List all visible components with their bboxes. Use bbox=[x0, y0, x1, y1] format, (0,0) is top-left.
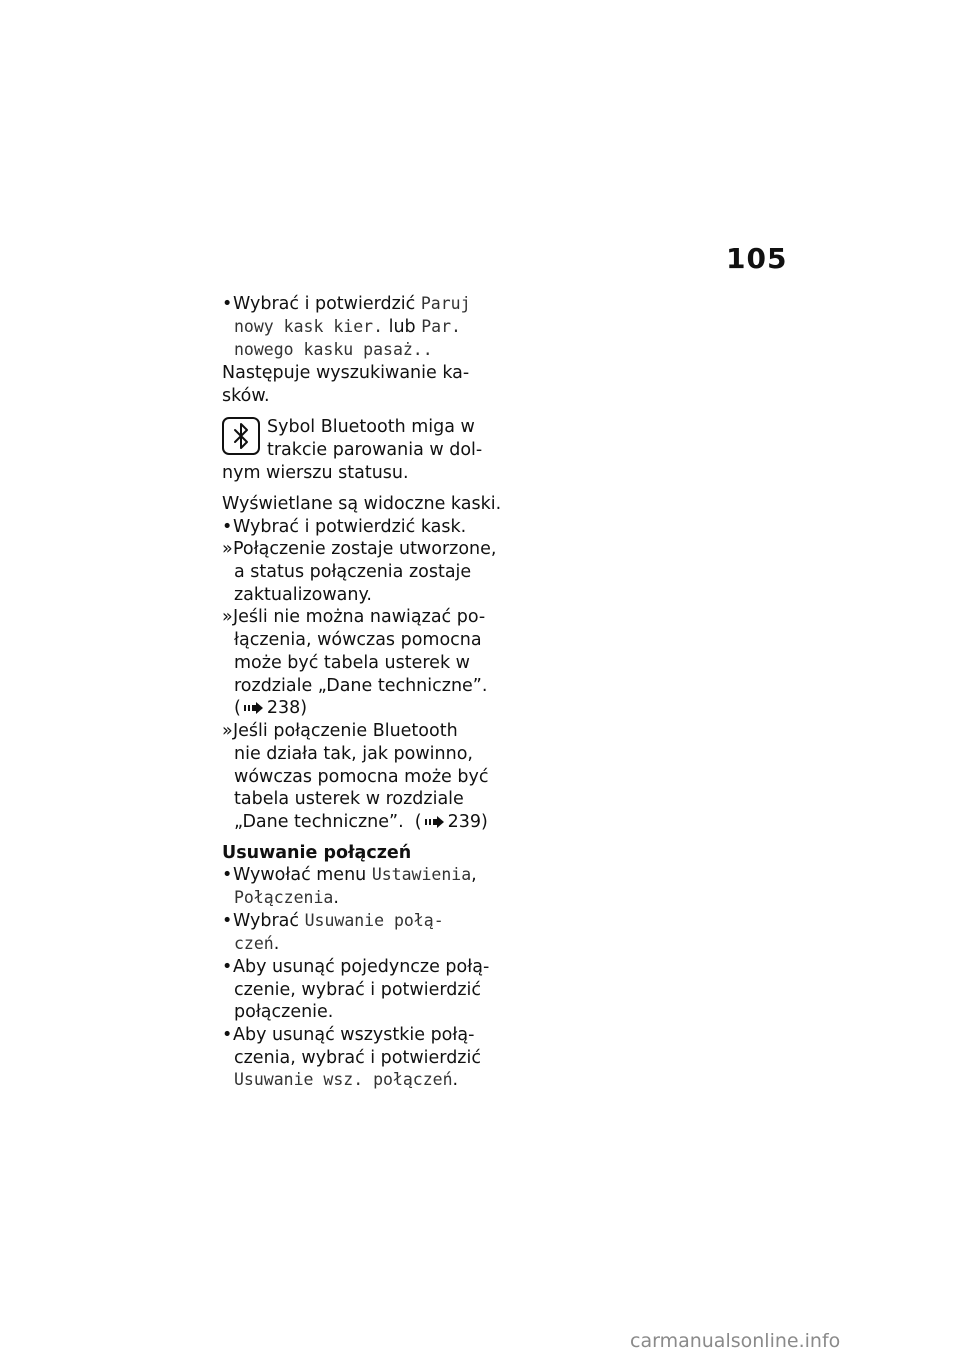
bullet: • bbox=[222, 517, 233, 537]
bluetooth-note-line2: trakcie parowania w dol- bbox=[267, 440, 483, 460]
delete-step-2-line2 bbox=[234, 933, 279, 955]
delete-step-1-line2 bbox=[234, 887, 339, 909]
result-text: Jeśli nie można nawiązać po- bbox=[233, 607, 486, 627]
result-text: może być tabela usterek w bbox=[234, 653, 470, 673]
delete-step-4 bbox=[222, 1024, 474, 1046]
result-item bbox=[222, 606, 485, 628]
result-text: tabela usterek w rozdziale bbox=[234, 789, 464, 809]
bullet: • bbox=[222, 957, 233, 977]
result-marker: » bbox=[222, 721, 233, 741]
step-text: Wybrać i potwierdzić bbox=[233, 294, 421, 314]
punctuation: , bbox=[471, 865, 477, 885]
result-text: rozdziale „Dane techniczne”. bbox=[234, 676, 488, 696]
punctuation: . bbox=[333, 888, 339, 908]
delete-step-2 bbox=[222, 910, 444, 932]
result-marker: » bbox=[222, 539, 233, 559]
result-item bbox=[222, 720, 458, 742]
page-ref-link[interactable]: 238 bbox=[266, 698, 301, 718]
step-text: Aby usunąć pojedyncze połą- bbox=[233, 957, 490, 977]
delete-step-4-line3 bbox=[234, 1069, 458, 1091]
menu-option-mono: Połączenia bbox=[234, 888, 334, 907]
bluetooth-note-line1: Sybol Bluetooth miga w bbox=[267, 417, 475, 437]
step-text: Wybrać i potwierdzić kask. bbox=[233, 517, 467, 537]
result-text: wówczas pomocna może być bbox=[234, 767, 489, 787]
arrow-right-icon bbox=[244, 702, 264, 714]
step-text: czenie, wybrać i potwierdzić bbox=[234, 980, 482, 1000]
result-text: Jeśli połączenie Bluetooth bbox=[233, 721, 458, 741]
menu-option-mono: Usuwanie wsz. połączeń bbox=[234, 1070, 453, 1089]
step-select-pair-line2 bbox=[234, 316, 461, 338]
result-text: „Dane techniczne”. bbox=[234, 812, 404, 832]
page-number: 105 bbox=[726, 242, 788, 275]
result-text-with-ref bbox=[234, 811, 488, 833]
ref-paren: ) bbox=[481, 812, 488, 832]
delete-step-1 bbox=[222, 864, 477, 886]
menu-option-mono: nowego kasku pasaż.. bbox=[234, 340, 433, 359]
step-select-helmet bbox=[222, 516, 466, 538]
delete-step-3 bbox=[222, 956, 489, 978]
ref-paren: ( bbox=[414, 812, 422, 832]
result-text: łączenia, wówczas pomocna bbox=[234, 630, 482, 650]
menu-option-mono: Par. bbox=[421, 317, 461, 336]
visible-helmets-text: Wyświetlane są widoczne kaski. bbox=[222, 494, 502, 514]
bullet: • bbox=[222, 294, 233, 314]
bluetooth-icon bbox=[222, 417, 260, 455]
bullet: • bbox=[222, 1025, 233, 1045]
bullet: • bbox=[222, 865, 233, 885]
ref-paren: ( bbox=[234, 698, 241, 718]
step-text: połączenie. bbox=[234, 1002, 334, 1022]
punctuation: . bbox=[273, 934, 280, 954]
section-heading: Usuwanie połączeń bbox=[222, 843, 412, 863]
result-text: a status połączenia zostaje bbox=[234, 562, 472, 582]
or-text: lub bbox=[388, 317, 416, 337]
step-text: Wybrać bbox=[233, 911, 305, 931]
ref-paren: ) bbox=[300, 698, 308, 718]
step-select-pair-line3 bbox=[234, 339, 433, 361]
step-text: Aby usunąć wszystkie połą- bbox=[233, 1025, 475, 1045]
menu-option-mono: Ustawienia bbox=[371, 865, 472, 884]
result-text: Połączenie zostaje utworzone, bbox=[233, 539, 497, 559]
page-ref-link[interactable]: 239 bbox=[447, 812, 482, 832]
watermark: carmanualsonline.info bbox=[630, 1330, 841, 1352]
result-marker: » bbox=[222, 607, 233, 627]
step-text: czenia, wybrać i potwierdzić bbox=[234, 1048, 481, 1068]
search-result-line2: sków. bbox=[222, 386, 270, 406]
menu-option-mono: nowy kask kier. bbox=[234, 317, 384, 336]
result-text: zaktualizowany. bbox=[234, 585, 372, 605]
bluetooth-note-line3: nym wierszu statusu. bbox=[222, 463, 409, 483]
menu-option-mono: czeń bbox=[234, 934, 274, 953]
search-result-line1: Następuje wyszukiwanie ka- bbox=[222, 363, 470, 383]
result-item bbox=[222, 538, 496, 560]
bullet: • bbox=[222, 911, 233, 931]
page-reference bbox=[234, 697, 307, 719]
step-select-pair bbox=[222, 293, 471, 315]
step-text: Wywołać menu bbox=[233, 865, 372, 885]
menu-option-mono: Usuwanie połą- bbox=[304, 911, 444, 930]
punctuation: . bbox=[452, 1070, 459, 1090]
arrow-right-icon bbox=[425, 816, 445, 828]
result-text: nie działa tak, jak powinno, bbox=[234, 744, 473, 764]
menu-option-mono: Paruj bbox=[420, 294, 471, 313]
